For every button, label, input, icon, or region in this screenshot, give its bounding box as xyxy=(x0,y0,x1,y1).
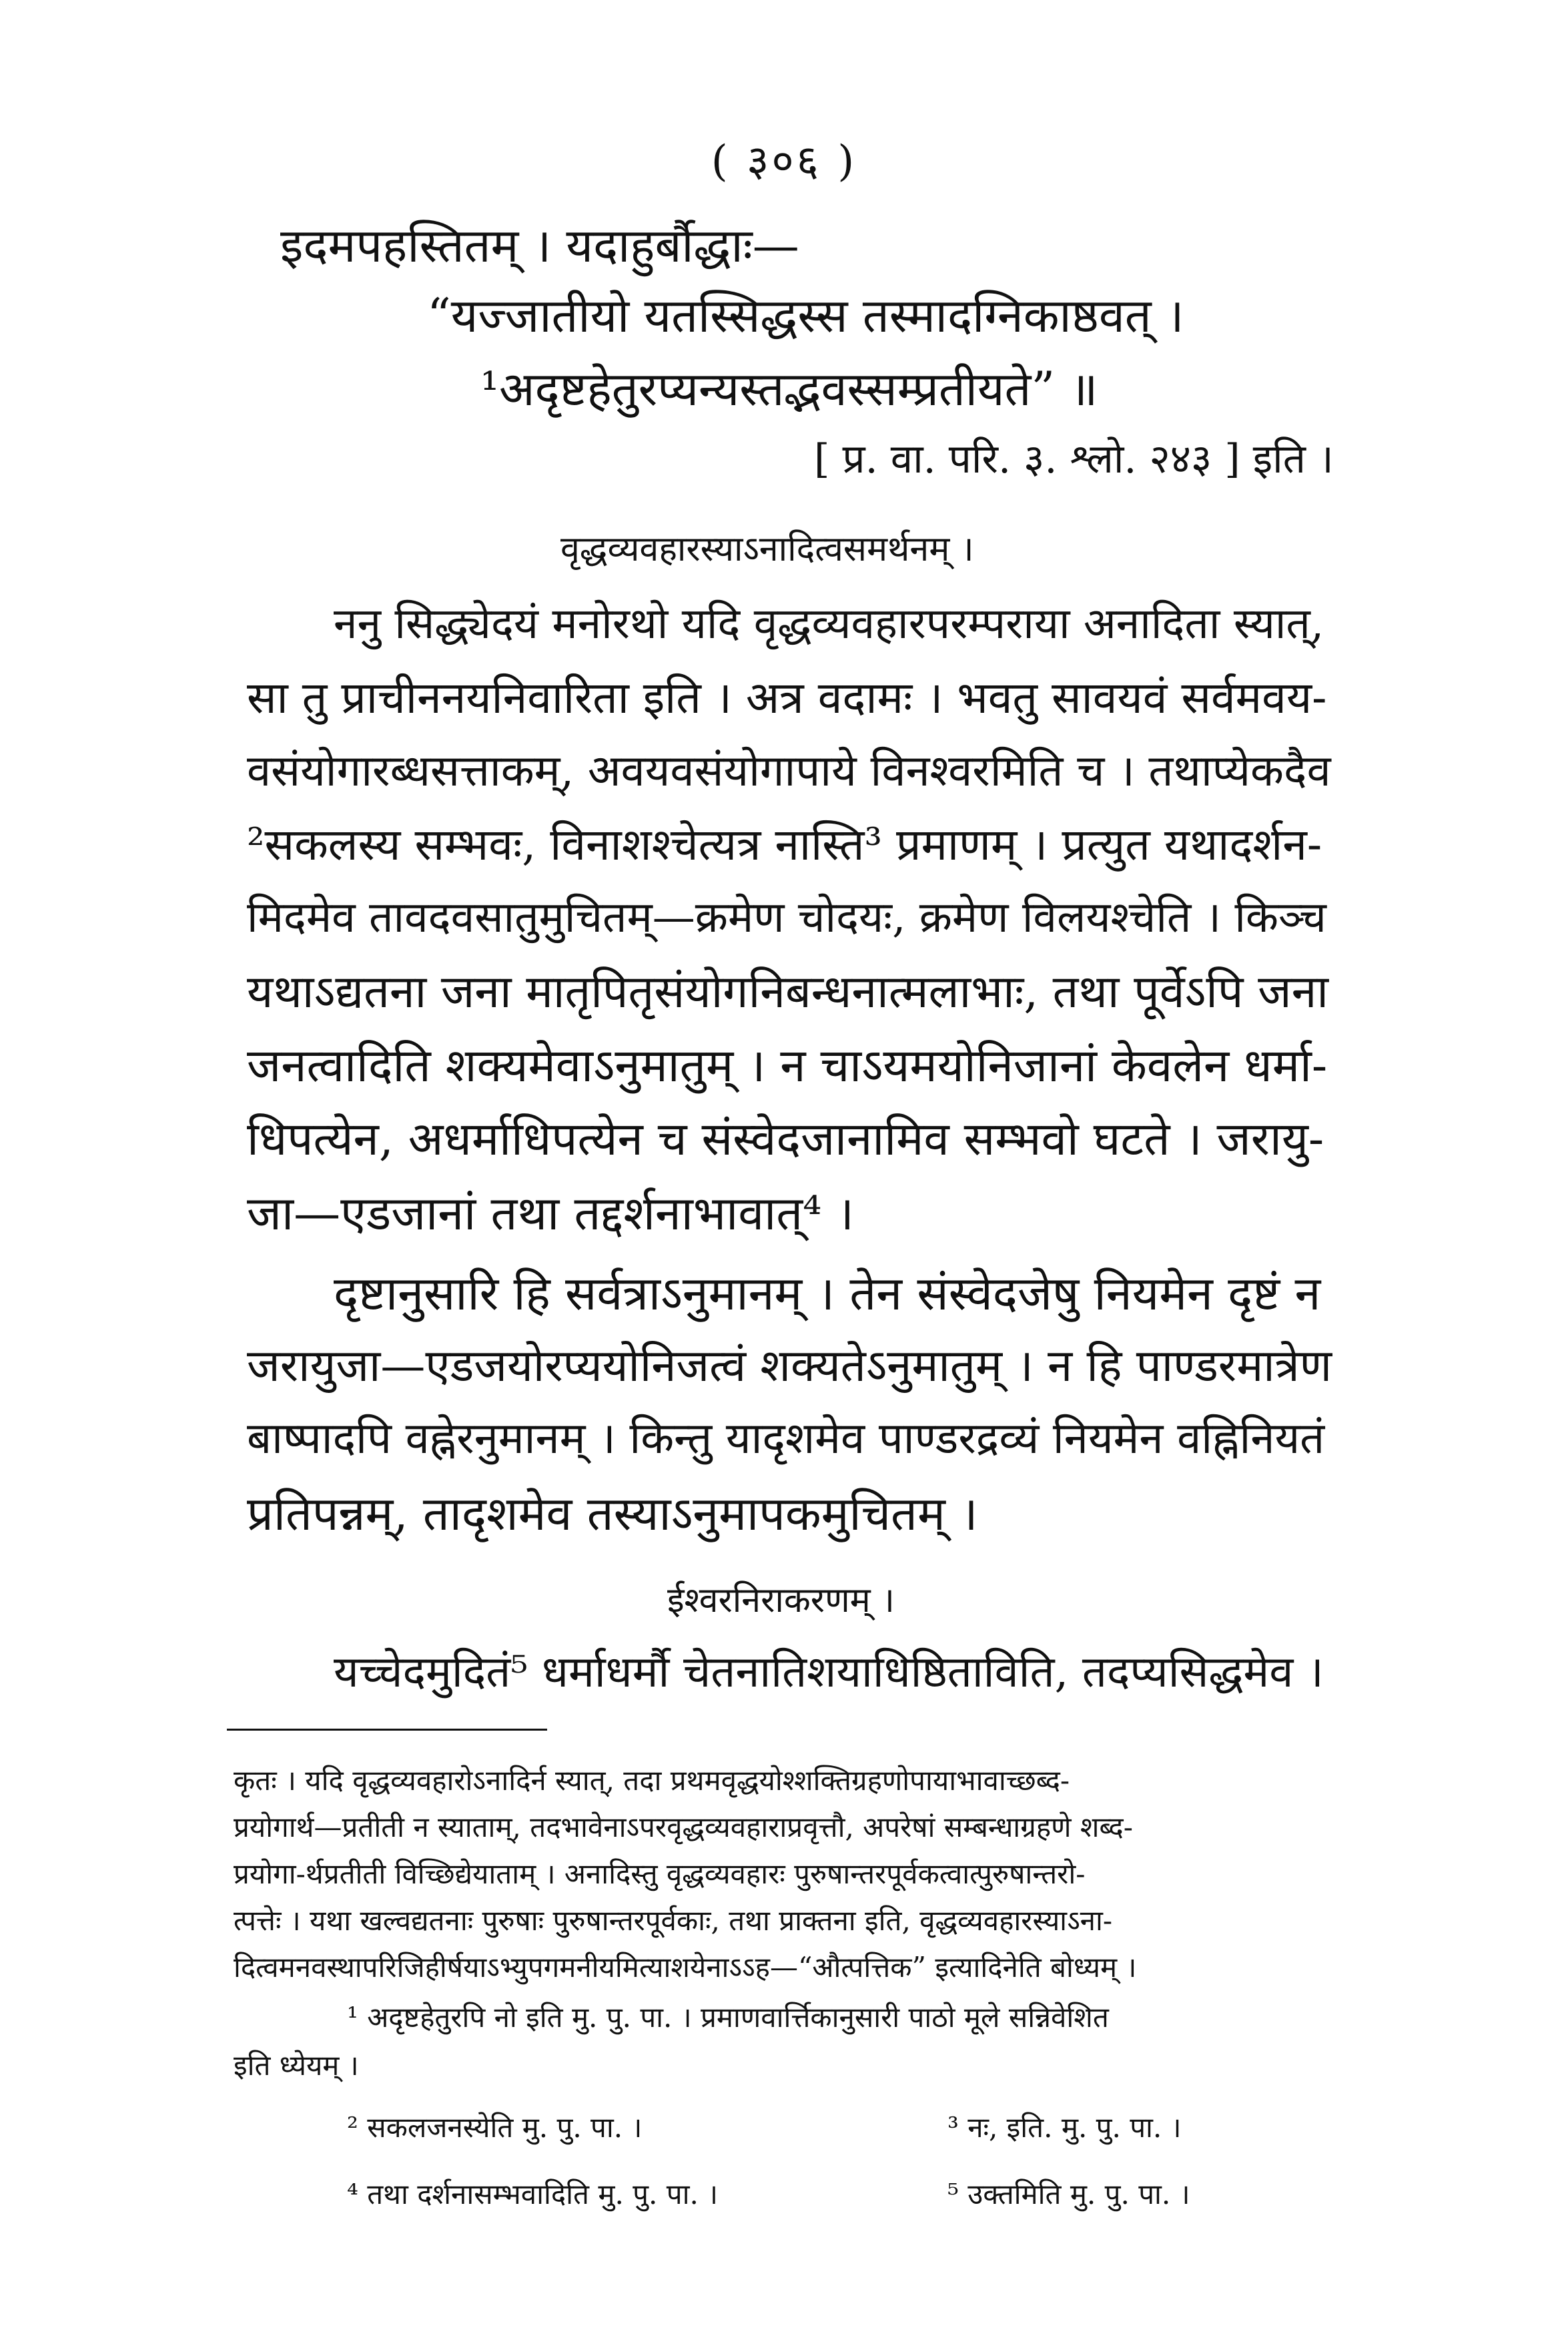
para1-line-6: यथाऽद्यतना जना मातृपितृसंयोगनिबन्धनात्मलाभाः, तथा पूर्वेऽपि जना xyxy=(247,966,1328,1018)
para1-line-7: जनत्वादिति शक्यमेवाऽनुमातुम् । न चाऽयमयोनिजानां केवलेन धर्मा- xyxy=(247,1039,1328,1093)
para2-line-3: बाष्पादपि वह्नेरनुमानम् । किन्तु यादृशमेव पाण्डरद्रव्यं नियमेन वह्निनियतं xyxy=(247,1414,1325,1464)
verse-line-2: ¹अदृष्टहेतुरप्यन्यस्तद्भवस्सम्प्रतीयते” ॥ xyxy=(480,362,1098,416)
footnote-5: ⁵ उक्तमिति मु. पु. पा. । xyxy=(947,2178,1190,2211)
para2-line-4: प्रतिपन्नम्, तादृशमेव तस्याऽनुमापकमुचितम् । xyxy=(247,1486,978,1541)
para1-line-4: ²सकलस्य सम्भवः, विनाशश्चेत्यत्र नास्ति³ प्रमाणम् । प्रत्युत यथादर्शन- xyxy=(247,819,1322,870)
para2-line-1: दृष्टानुसारि हि सर्वत्राऽनुमानम् । तेन संस्वेदजेषु नियमेन दृष्टं न xyxy=(334,1266,1321,1321)
footnote-cont-line-4: त्पत्तेः । यथा खल्वद्यतनाः पुरुषाः पुरुषान्तरपूर्वकाः, तथा प्राक्तना इति, वृद्धव्यवहारस्याऽना- xyxy=(234,1904,1113,1937)
footnote-cont-line-2: प्रयोगार्थ—प्रतीती न स्याताम्, तदभावेनाऽपरवृद्धव्यवहाराप्रवृत्तौ, अपरेषां सम्बन्धाग्रहणे शब्द- xyxy=(234,1811,1133,1843)
footnote-1-line-2: इति ध्येयम् । xyxy=(234,2049,359,2082)
footnote-2: ² सकलजनस्येति मु. पु. पा. । xyxy=(347,2111,643,2144)
footnote-3: ³ नः, इति. मु. पु. पा. । xyxy=(947,2111,1182,2144)
page-number: ( ३०६ ) xyxy=(711,137,857,186)
para1-line-9: जा—एडजानां तथा तद्दर्शनाभावात्⁴ । xyxy=(247,1186,855,1241)
footnote-cont-line-1: कृतः । यदि वृद्धव्यवहारोऽनादिर्न स्यात्, तदा प्रथमवृद्धयोश्शक्तिग्रहणोपायाभावाच्छब्द- xyxy=(234,1764,1070,1797)
para1-line-2: सा तु प्राचीननयनिवारिता इति । अत्र वदामः । भवतु सावयवं सर्वमवय- xyxy=(247,672,1327,723)
intro-line: इदमपहस्तितम् । यदाहुर्बौद्धाः— xyxy=(280,218,799,273)
para1-line-1: ननु सिद्ध्येदयं मनोरथो यदि वृद्धव्यवहारपरम्पराया अनादिता स्यात्, xyxy=(334,599,1324,649)
section-heading-vyavahara: वृद्धव्यवहारस्याऽनादित्वसमर्थनम् । xyxy=(560,529,974,569)
para2-line-2: जरायुजा—एडजयोरप्ययोनिजत्वं शक्यतेऽनुमातुम् । न हि पाण्डरमात्रेण xyxy=(247,1340,1332,1392)
footnote-4: ⁴ तथा दर्शनासम्भवादिति मु. पु. पा. । xyxy=(347,2178,719,2211)
para1-line-5: मिदमेव तावदवसातुमुचितम्—क्रमेण चोदयः, क्रमेण विलयश्चेति । किञ्च xyxy=(247,893,1326,942)
footnote-cont-line-3: प्रयोगा-र्थप्रतीती विच्छिद्येयाताम् । अनादिस्तु वृद्धव्यवहारः पुरुषान्तरपूर्वकत्वात्पुरुषान्तरो- xyxy=(234,1857,1086,1890)
verse-citation: [ प्र. वा. परि. ३. श्लो. २४३ ] इति । xyxy=(814,436,1334,483)
section-heading-ishvara: ईश्वरनिराकरणम् । xyxy=(667,1580,895,1621)
para3-line-1: यच्चेदमुदितं⁵ धर्माधर्मौ चेतनातिशयाधिष्ठिताविति, तदप्यसिद्धमेव । xyxy=(334,1647,1324,1697)
footnote-divider xyxy=(227,1729,547,1731)
para1-line-8: धिपत्येन, अधर्माधिपत्येन च संस्वेदजानामिव सम्भवो घटते । जरायु- xyxy=(247,1113,1324,1166)
verse-line-1: “यज्जातीयो यतस्सिद्धस्स तस्मादग्निकाष्ठवत् । xyxy=(427,288,1184,343)
para1-line-3: वसंयोगारब्धसत्ताकम्, अवयवसंयोगापाये विनश्वरमिति च । तथाप्येकदैव xyxy=(247,746,1331,796)
footnote-1-line-1: ¹ अदृष्टहेतुरपि नो इति मु. पु. पा. । प्रमाणवार्त्तिकानुसारी पाठो मूले सन्निवेशित xyxy=(347,2001,1109,2034)
footnote-cont-line-5: दित्वमनवस्थापरिजिहीर्षयाऽभ्युपगमनीयमित्याशयेनाऽऽह—“औत्पत्तिक” इत्यादिनेति बोध्यम् । xyxy=(234,1951,1137,1984)
